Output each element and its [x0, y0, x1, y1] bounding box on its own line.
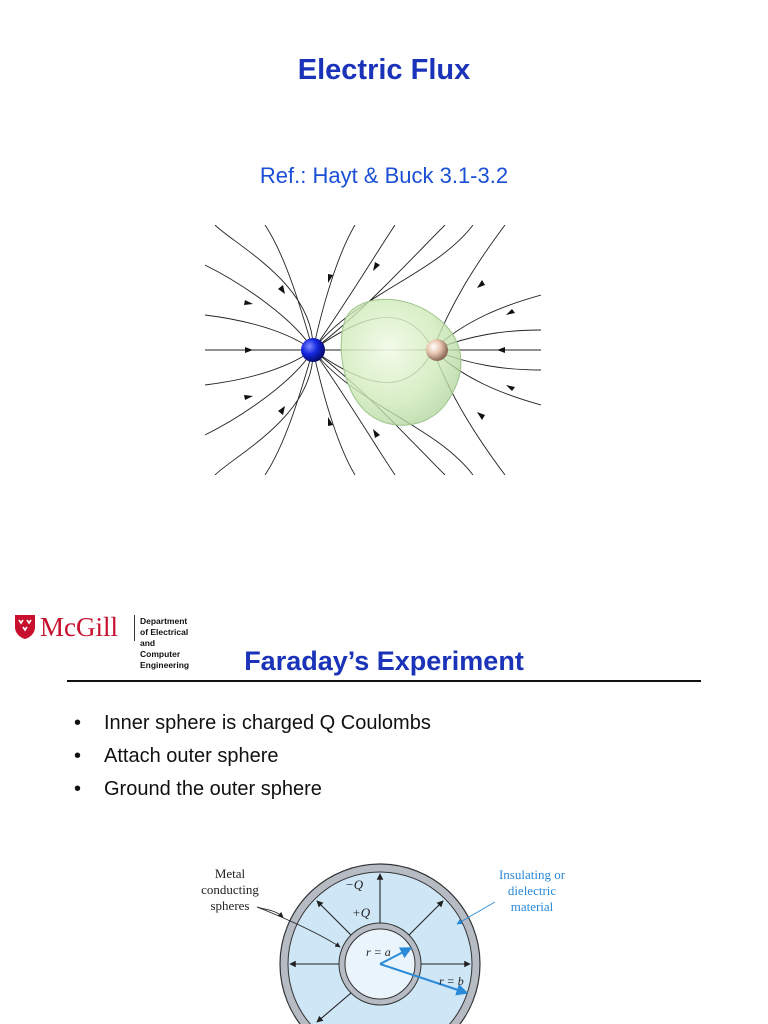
label-metal: Metal [214, 866, 246, 881]
bullet-text: Ground the outer sphere [104, 778, 322, 800]
slide-faradays-experiment [0, 580, 768, 1024]
slide-title: Faraday’s Experiment [244, 646, 524, 676]
bullet-list [72, 710, 431, 809]
gaussian-surface [341, 299, 461, 425]
department-line-1: Department of Electrical and [140, 616, 189, 648]
title-underline [67, 680, 701, 682]
label-insulating: Insulating or [498, 867, 566, 882]
bullet-text: Inner sphere is charged Q Coulombs [104, 712, 431, 734]
mcgill-wordmark: McGill [40, 612, 118, 642]
negative-charge-sphere [426, 339, 448, 361]
bullet-icon: • [74, 778, 82, 800]
slide-title: Electric Flux [297, 54, 471, 86]
positive-charge-sphere [301, 338, 325, 362]
list-item [72, 776, 431, 809]
logo-divider [134, 615, 135, 641]
label-plus-q: +Q [352, 905, 371, 920]
concentric-spheres-diagram [195, 862, 595, 1024]
reference-text: Ref.: Hayt & Buck 3.1-3.2 [259, 163, 509, 188]
list-item [72, 710, 431, 743]
department-line-2: Computer Engineering [140, 649, 190, 670]
label-r-equals-b: r = b [439, 974, 464, 988]
list-item [72, 743, 431, 776]
bullet-text: Attach outer sphere [104, 745, 279, 767]
label-minus-q: −Q [345, 877, 364, 892]
dipole-field-illustration [205, 225, 541, 475]
label-conducting: conducting [201, 882, 259, 897]
bullet-icon: • [74, 712, 82, 734]
label-material: material [510, 899, 554, 914]
label-dielectric: dielectric [507, 883, 557, 898]
mcgill-crest-icon [14, 614, 36, 640]
label-spheres: spheres [210, 898, 250, 913]
label-r-equals-a: r = a [366, 945, 391, 959]
bullet-icon: • [74, 745, 82, 767]
